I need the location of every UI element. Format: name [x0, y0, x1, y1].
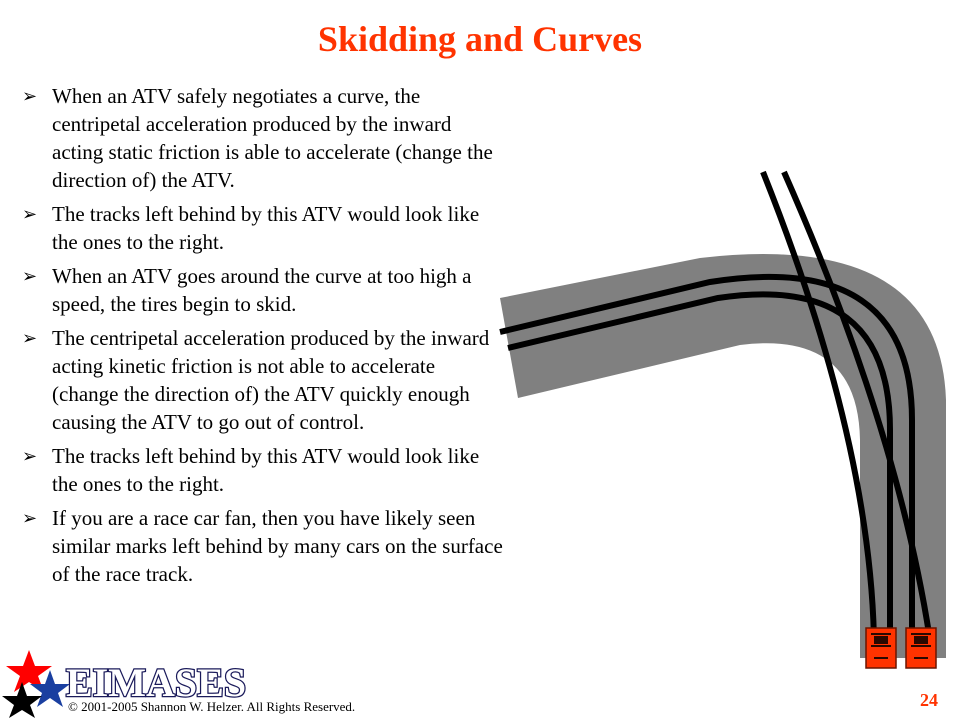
bullet-item: [14, 504, 504, 588]
atv-vehicle-icon: [866, 628, 896, 668]
bullet-item: [14, 200, 504, 256]
arrow-bullet-icon: ➢: [22, 446, 38, 466]
logo-wordmark: EIMASES: [66, 660, 247, 705]
bullet-text: If you are a race car fan, then you have likely seen similar marks left behind by many cars on the surface of the race track.: [52, 506, 503, 586]
arrow-bullet-icon: ➢: [22, 86, 38, 106]
page-number: 24: [920, 690, 938, 710]
bullet-item: [14, 324, 504, 436]
copyright-notice: © 2001-2005 Shannon W. Helzer. All Rights Reserved.: [68, 699, 356, 714]
arrow-bullet-icon: ➢: [22, 508, 38, 528]
arrow-bullet-icon: ➢: [22, 204, 38, 224]
bullet-item: [14, 442, 504, 498]
bullet-text: When an ATV goes around the curve at too high a speed, the tires begin to skid.: [52, 264, 472, 316]
bullet-item: [14, 82, 504, 194]
bullet-text: The tracks left behind by this ATV would look like the ones to the right.: [52, 444, 480, 496]
bullet-list: [14, 82, 504, 594]
arrow-bullet-icon: ➢: [22, 328, 38, 348]
curve-track-diagram: [490, 160, 960, 680]
bullet-item: [14, 262, 504, 318]
atv-vehicle-icon: [906, 628, 936, 668]
arrow-bullet-icon: ➢: [22, 266, 38, 286]
bullet-text: The centripetal acceleration produced by the inward acting kinetic friction is not able to accelerate (change the direction of) the ATV quickly enough causing the ATV to go out of control.: [52, 326, 490, 434]
bullet-text: When an ATV safely negotiates a curve, the centripetal acceleration produced by the inward acting static friction is able to accelerate (change the direction of) the ATV.: [52, 84, 493, 192]
slide-title: Skidding and Curves: [317, 19, 643, 59]
bullet-text: The tracks left behind by this ATV would look like the ones to the right.: [52, 202, 480, 254]
